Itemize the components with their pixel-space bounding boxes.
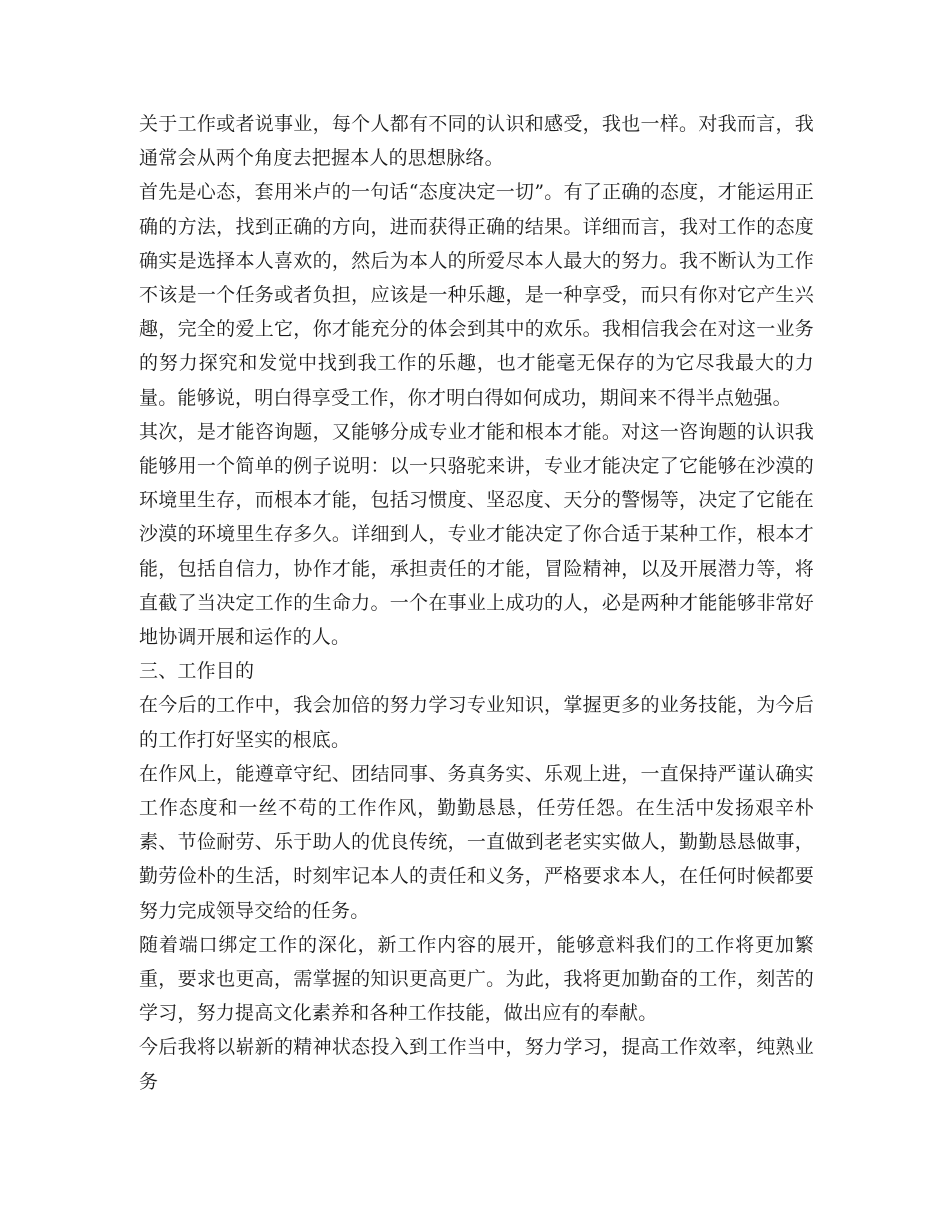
paragraph-intro: 关于工作或者说事业，每个人都有不同的认识和感受，我也一样。对我而言，我通常会从两个角度去把握本人的思想脉络。 xyxy=(139,113,814,170)
document-body xyxy=(139,107,814,1099)
paragraph-attitude: 首先是心态，套用米卢的一句话“态度决定一切”。有了正确的态度，才能运用正确的方法，找到正确的方向，进而获得正确的结果。详细而言，我对工作的态度确实是选择本人喜欢的，然后为本人的所爱尽本人最大的努力。我不断认为工作不该是一个任务或者负担，应该是一种乐趣，是一种享受，而只有你对它产生兴趣，完全的爱上它，你才能充分的体会到其中的欢乐。我相信我会在对这一业务的努力探究和发觉中找到我工作的乐趣，也才能毫无保存的为它尽我最大的力量。能够说，明白得享受工作，你才明白得如何成功，期间来不得半点勉强。 xyxy=(139,181,814,409)
paragraph-closing: 今后我将以崭新的精神状态投入到工作当中，努力学习，提高工作效率，纯熟业务 xyxy=(139,1036,814,1093)
paragraph-work-style: 在作风上，能遵章守纪、团结同事、务真务实、乐观上进，一直保持严谨认确实工作态度和一丝不苟的工作作风，勤勤恳恳，任劳任怨。在生活中发扬艰辛朴素、节俭耐劳、乐于助人的优良传统，一直做到老老实实做人，勤勤恳恳做事，勤劳俭朴的生活，时刻牢记本人的责任和义务，严格要求本人，在任何时候都要努力完成领导交给的任务。 xyxy=(139,762,814,922)
paragraph-future-work: 随着端口绑定工作的深化，新工作内容的展开，能够意料我们的工作将更加繁重，要求也更高，需掌握的知识更高更广。为此，我将更加勤奋的工作，刻苦的学习，努力提高文化素养和各种工作技能，做出应有的奉献。 xyxy=(139,933,814,1025)
paragraph-study-plan: 在今后的工作中，我会加倍的努力学习专业知识，掌握更多的业务技能，为今后的工作打好坚实的根底。 xyxy=(139,694,814,751)
paragraph-ability: 其次，是才能咨询题，又能够分成专业才能和根本才能。对这一咨询题的认识我能够用一个简单的例子说明：以一只骆驼来讲，专业才能决定了它能够在沙漠的环境里生存，而根本才能，包括习惯度、坚忍度、天分的警惕等，决定了它能在沙漠的环境里生存多久。详细到人，专业才能决定了你合适于某种工作，根本才能，包括自信力，协作才能，承担责任的才能，冒险精神，以及开展潜力等，将直截了当决定工作的生命力。一个在事业上成功的人，必是两种才能能够非常好地协调开展和运作的人。 xyxy=(139,420,814,649)
section-heading-work-goal: 三、工作目的 xyxy=(139,660,255,683)
